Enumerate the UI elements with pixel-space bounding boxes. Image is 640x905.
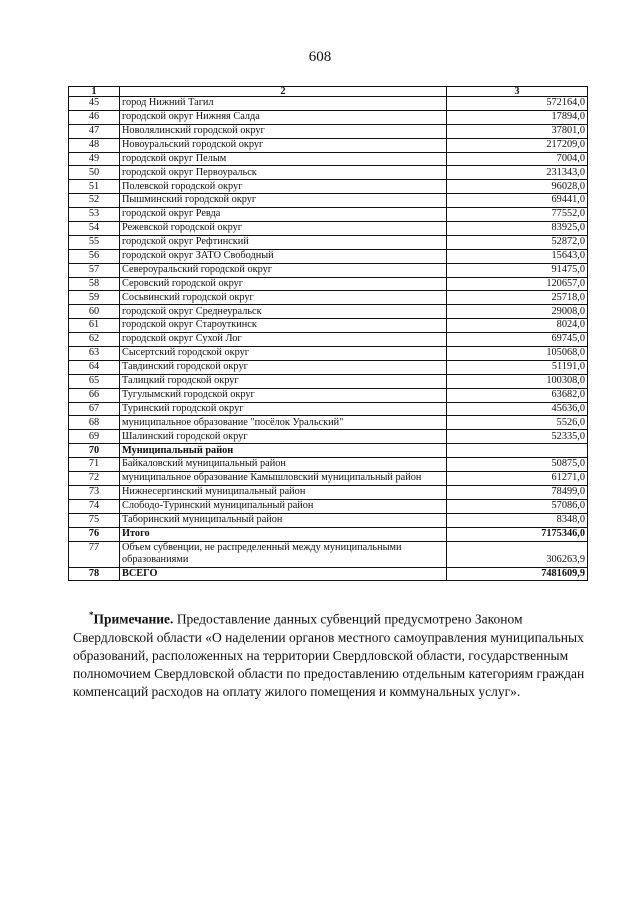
- table-row: [69, 333, 588, 347]
- row-number: 62: [69, 333, 120, 347]
- footnote: [73, 606, 585, 701]
- row-number: 76: [69, 527, 120, 541]
- row-name: Новолялинский городской округ: [120, 124, 447, 138]
- row-number: 74: [69, 499, 120, 513]
- page-number: 608: [308, 49, 332, 65]
- table-row: [69, 458, 588, 472]
- table-row: [69, 374, 588, 388]
- row-number: 71: [69, 458, 120, 472]
- row-number: 63: [69, 347, 120, 361]
- row-name: Слободо-Туринский муниципальный район: [120, 499, 447, 513]
- row-number: 58: [69, 277, 120, 291]
- row-name: город Нижний Тагил: [120, 97, 447, 111]
- row-name: городской округ Первоуральск: [120, 166, 447, 180]
- row-number: 47: [69, 124, 120, 138]
- row-number: 77: [69, 541, 120, 567]
- table-row: [69, 305, 588, 319]
- row-name: городской округ ЗАТО Свободный: [120, 249, 447, 263]
- table-row: [69, 485, 588, 499]
- row-name: Таборинский муниципальный район: [120, 513, 447, 527]
- table-row: [69, 291, 588, 305]
- table-row: [69, 152, 588, 166]
- table-row: [69, 124, 588, 138]
- table-row: [69, 347, 588, 361]
- row-value: 8024,0: [447, 319, 588, 333]
- table-row: [69, 208, 588, 222]
- row-value: 8348,0: [447, 513, 588, 527]
- table-row: [69, 138, 588, 152]
- row-value: 77552,0: [447, 208, 588, 222]
- row-value: 78499,0: [447, 485, 588, 499]
- row-number: 70: [69, 444, 120, 458]
- row-number: 52: [69, 194, 120, 208]
- row-number: 50: [69, 166, 120, 180]
- row-value: 52335,0: [447, 430, 588, 444]
- row-name: Тугулымский городской округ: [120, 388, 447, 402]
- row-value: 69745,0: [447, 333, 588, 347]
- row-value: 572164,0: [447, 97, 588, 111]
- row-number: 51: [69, 180, 120, 194]
- row-name: городской округ Сухой Лог: [120, 333, 447, 347]
- row-name: Муниципальный район: [120, 444, 447, 458]
- footnote-text: Предоставление данных субвенций предусмотрено Законом Свердловской области «О наделении органов местного самоуправления муниципальных образований, расположенных на территории Свердловской области, государственным полномочием Свердловской области по предоставлению отдельным категориям граждан компенсаций расходов на оплату жилого помещения и коммунальных услуг».: [73, 611, 585, 699]
- row-value: 50875,0: [447, 458, 588, 472]
- row-value: 45636,0: [447, 402, 588, 416]
- row-number: 73: [69, 485, 120, 499]
- row-value: 306263,9: [447, 541, 588, 567]
- row-value: 15643,0: [447, 249, 588, 263]
- row-name: Новоуральский городской округ: [120, 138, 447, 152]
- header-col-value: 3: [447, 87, 588, 97]
- table-row: [69, 513, 588, 527]
- row-value: 57086,0: [447, 499, 588, 513]
- row-name: ВСЕГО: [120, 567, 447, 581]
- row-number: 54: [69, 222, 120, 236]
- row-name: городской округ Нижняя Салда: [120, 110, 447, 124]
- table-row: [69, 430, 588, 444]
- row-value: 52872,0: [447, 235, 588, 249]
- row-value: [447, 444, 588, 458]
- row-name: Полевской городской округ: [120, 180, 447, 194]
- row-value: 7481609,9: [447, 567, 588, 581]
- header-col-name: 2: [120, 87, 447, 97]
- row-value: 96028,0: [447, 180, 588, 194]
- row-value: 91475,0: [447, 263, 588, 277]
- subsidy-table: [68, 86, 588, 581]
- table-body: [69, 97, 588, 581]
- row-name: муниципальное образование Камышловский муниципальный район: [120, 472, 447, 486]
- table-row: [69, 222, 588, 236]
- row-value: 17894,0: [447, 110, 588, 124]
- row-name: Байкаловский муниципальный район: [120, 458, 447, 472]
- row-name: муниципальное образование "посёлок Уральский": [120, 416, 447, 430]
- row-number: 66: [69, 388, 120, 402]
- row-number: 59: [69, 291, 120, 305]
- row-value: 7004,0: [447, 152, 588, 166]
- table-row: [69, 541, 588, 567]
- row-value: 61271,0: [447, 472, 588, 486]
- row-name: городской округ Рефтинский: [120, 235, 447, 249]
- row-number: 65: [69, 374, 120, 388]
- row-number: 72: [69, 472, 120, 486]
- row-value: 7175346,0: [447, 527, 588, 541]
- row-name: городской округ Пелым: [120, 152, 447, 166]
- row-name: Сосьвинский городской округ: [120, 291, 447, 305]
- table-row: [69, 235, 588, 249]
- row-name: Тавдинский городской округ: [120, 360, 447, 374]
- row-value: 69441,0: [447, 194, 588, 208]
- row-value: 51191,0: [447, 360, 588, 374]
- table-row: [69, 472, 588, 486]
- table-row: [69, 97, 588, 111]
- row-name: Режевской городской округ: [120, 222, 447, 236]
- table-row: [69, 180, 588, 194]
- row-number: 69: [69, 430, 120, 444]
- row-number: 61: [69, 319, 120, 333]
- row-value: 105068,0: [447, 347, 588, 361]
- row-name: городской округ Ревда: [120, 208, 447, 222]
- row-number: 55: [69, 235, 120, 249]
- table-row: [69, 194, 588, 208]
- row-value: 37801,0: [447, 124, 588, 138]
- table-row: [69, 360, 588, 374]
- row-number: 48: [69, 138, 120, 152]
- table-row: [69, 527, 588, 541]
- table-header-row: [69, 87, 588, 97]
- row-number: 64: [69, 360, 120, 374]
- table-row: [69, 444, 588, 458]
- row-value: 231343,0: [447, 166, 588, 180]
- row-name: Шалинский городской округ: [120, 430, 447, 444]
- row-value: 83925,0: [447, 222, 588, 236]
- row-name: Талицкий городской округ: [120, 374, 447, 388]
- table-row: [69, 402, 588, 416]
- row-name: городской округ Среднеуральск: [120, 305, 447, 319]
- row-value: 100308,0: [447, 374, 588, 388]
- row-value: 5526,0: [447, 416, 588, 430]
- row-name: Серовский городской округ: [120, 277, 447, 291]
- table-row: [69, 110, 588, 124]
- row-number: 46: [69, 110, 120, 124]
- row-value: 63682,0: [447, 388, 588, 402]
- row-number: 78: [69, 567, 120, 581]
- row-name: Объем субвенции, не распределенный между муниципальными образованиями: [120, 541, 447, 567]
- row-value: 120657,0: [447, 277, 588, 291]
- row-number: 67: [69, 402, 120, 416]
- row-name: Сысертский городской округ: [120, 347, 447, 361]
- row-name: Североуральский городской округ: [120, 263, 447, 277]
- row-number: 49: [69, 152, 120, 166]
- header-col-number: 1: [69, 87, 120, 97]
- row-number: 60: [69, 305, 120, 319]
- row-value: 29008,0: [447, 305, 588, 319]
- row-name: Туринский городской округ: [120, 402, 447, 416]
- row-number: 75: [69, 513, 120, 527]
- table-row: [69, 416, 588, 430]
- row-name: Нижнесергинский муниципальный район: [120, 485, 447, 499]
- row-name: Итого: [120, 527, 447, 541]
- row-value: 25718,0: [447, 291, 588, 305]
- table-row: [69, 263, 588, 277]
- footnote-label: Примечание.: [93, 611, 174, 627]
- table-row: [69, 249, 588, 263]
- row-name: городской округ Староуткинск: [120, 319, 447, 333]
- table-row: [69, 567, 588, 581]
- row-number: 45: [69, 97, 120, 111]
- footnote-marker: *: [89, 610, 94, 620]
- row-name: Пышминский городской округ: [120, 194, 447, 208]
- table-row: [69, 277, 588, 291]
- table-row: [69, 319, 588, 333]
- table-row: [69, 166, 588, 180]
- row-number: 57: [69, 263, 120, 277]
- row-number: 56: [69, 249, 120, 263]
- row-number: 68: [69, 416, 120, 430]
- table-row: [69, 388, 588, 402]
- row-value: 217209,0: [447, 138, 588, 152]
- table-row: [69, 499, 588, 513]
- row-number: 53: [69, 208, 120, 222]
